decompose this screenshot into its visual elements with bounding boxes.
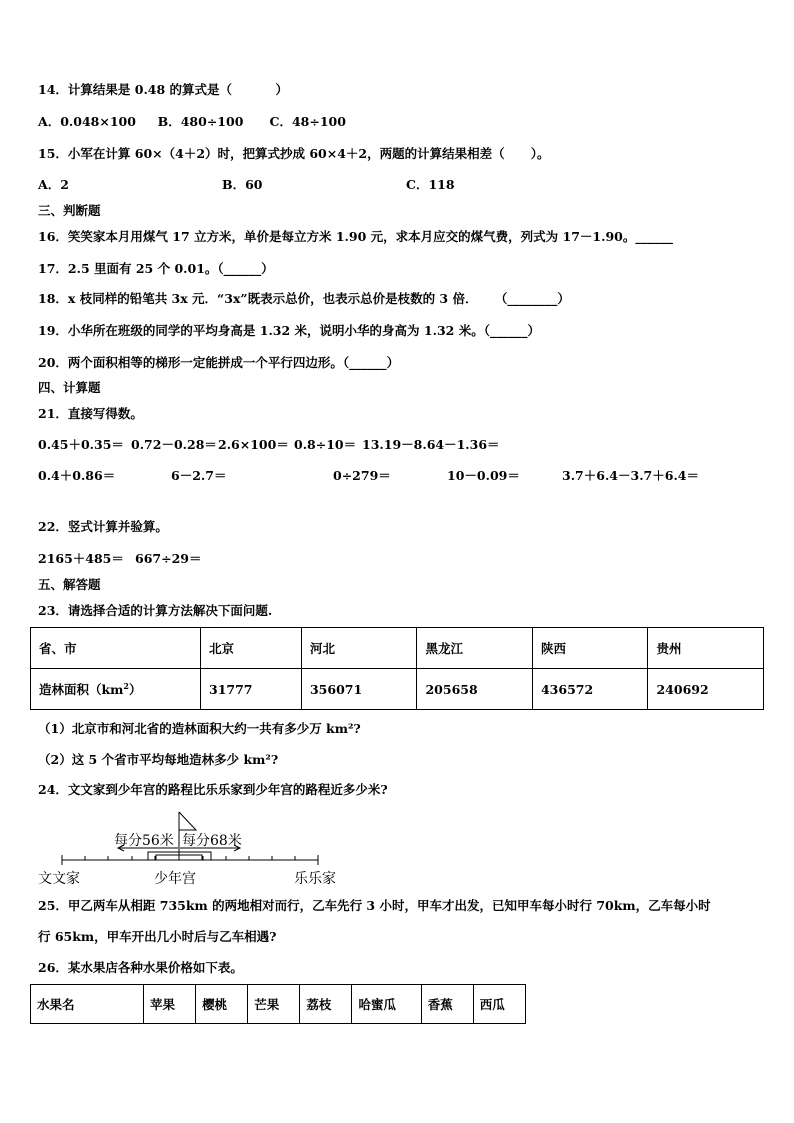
right-speed-label: 每分68米: [182, 833, 242, 849]
table-row: [31, 669, 764, 710]
calc-item: 10－0.09＝: [447, 468, 520, 483]
calc-item: 2165＋485＝: [38, 551, 124, 566]
q14-options: A．0.048×100 B．480÷100 C．48÷100: [38, 114, 346, 129]
table-cell: 356071: [301, 669, 417, 710]
table-cell: 205658: [417, 669, 533, 710]
q14-text: 14．计算结果是 0.48 的算式是（ ）: [38, 82, 289, 97]
place-label-youth-palace: 少年宫: [154, 871, 196, 887]
table-cell: 哈蜜瓜: [352, 985, 421, 1024]
route-diagram: [36, 808, 366, 888]
q25-text-line2: 行 65km，甲车开出几小时后与乙车相遇?: [38, 929, 277, 944]
section-calc-heading: 四、计算题: [38, 380, 101, 395]
table-cell: 北京: [201, 628, 302, 669]
q18-text: 18．x 枝同样的铅笔共 3x 元．“3x”既表示总价，也表示总价是枝数的 3 倍． （________）: [38, 291, 570, 306]
calc-item: 0.4＋0.86＝: [38, 468, 116, 483]
table-row: [31, 628, 764, 669]
place-label-wenwen: 文文家: [38, 871, 80, 887]
calc-item: 13.19－8.64－1.36＝: [362, 437, 500, 452]
fruit-price-table: [30, 984, 526, 1024]
q17-text: 17．2.5 里面有 25 个 0.01。（______）: [38, 261, 274, 276]
q15-option-b: B．60: [222, 177, 263, 192]
q20-text: 20．两个面积相等的梯形一定能拼成一个平行四边形。（______）: [38, 355, 400, 370]
calc-item: 667÷29＝: [135, 551, 202, 566]
calc-item: 0÷279＝: [333, 468, 391, 483]
afforestation-table: [30, 627, 764, 710]
table-cell: 陕西: [532, 628, 648, 669]
q26-text: 26．某水果店各种水果价格如下表。: [38, 960, 243, 975]
table-cell: 河北: [301, 628, 417, 669]
q21-text: 21．直接写得数。: [38, 406, 143, 421]
table-cell: 240692: [648, 669, 764, 710]
q23-text: 23．请选择合适的计算方法解决下面问题.: [38, 603, 273, 618]
section-judgement-heading: 三、判断题: [38, 203, 101, 218]
table-cell: 黑龙江: [417, 628, 533, 669]
table-cell: 造林面积$(km^2)$: [31, 669, 201, 710]
calc-item: 0.72－0.28＝: [131, 437, 217, 452]
q24-text: 24．文文家到少年宫的路程比乐乐家到少年宫的路程近多少米?: [38, 782, 388, 797]
q23-part2: （2）这 5 个省市平均每地造林多少 km²?: [38, 752, 279, 767]
table-cell: 香蕉: [421, 985, 473, 1024]
calc-item: 0.8÷10＝: [294, 437, 357, 452]
table-cell: 436572: [532, 669, 648, 710]
table-cell: 荔枝: [300, 985, 352, 1024]
q22-text: 22．竖式计算并验算。: [38, 519, 168, 534]
table-cell: 贵州: [648, 628, 764, 669]
calc-item: 2.6×100＝: [218, 437, 289, 452]
q23-part1: （1）北京市和河北省的造林面积大约一共有多少万 km²?: [38, 721, 361, 736]
table-cell: 苹果: [144, 985, 196, 1024]
table-cell: 樱桃: [196, 985, 248, 1024]
table-cell: 西瓜: [473, 985, 525, 1024]
q16-text: 16．笑笑家本月用煤气 17 立方米，单价是每立方米 1.90 元，求本月应交的煤气费，列式为 17－1.90。______: [38, 229, 673, 244]
place-label-lele: 乐乐家: [294, 871, 336, 887]
calc-item: 3.7＋6.4－3.7＋6.4＝: [562, 468, 699, 483]
q15-text: 15．小军在计算 60×（4＋2）时，把算式抄成 60×4＋2，两题的计算结果相差（ ）。: [38, 146, 550, 161]
table-cell: 水果名: [31, 985, 144, 1024]
table-cell: 31777: [201, 669, 302, 710]
calc-item: 0.45＋0.35＝: [38, 437, 124, 452]
calc-item: 6－2.7＝: [171, 468, 227, 483]
table-row: [31, 985, 526, 1024]
left-speed-label: 每分56米: [114, 833, 174, 849]
table-cell: 芒果: [248, 985, 300, 1024]
table-cell: 省、市: [31, 628, 201, 669]
q15-option-a: A．2: [38, 177, 69, 192]
section-solve-heading: 五、解答题: [38, 577, 101, 592]
q19-text: 19．小华所在班级的同学的平均身高是 1.32 米，说明小华的身高为 1.32 米。（______）: [38, 323, 540, 338]
q15-option-c: C．118: [406, 177, 455, 192]
q25-text-line1: 25．甲乙两车从相距 735km 的两地相对而行，乙车先行 3 小时，甲车才出发，已知甲车每小时行 70km，乙车每小时: [38, 898, 711, 913]
